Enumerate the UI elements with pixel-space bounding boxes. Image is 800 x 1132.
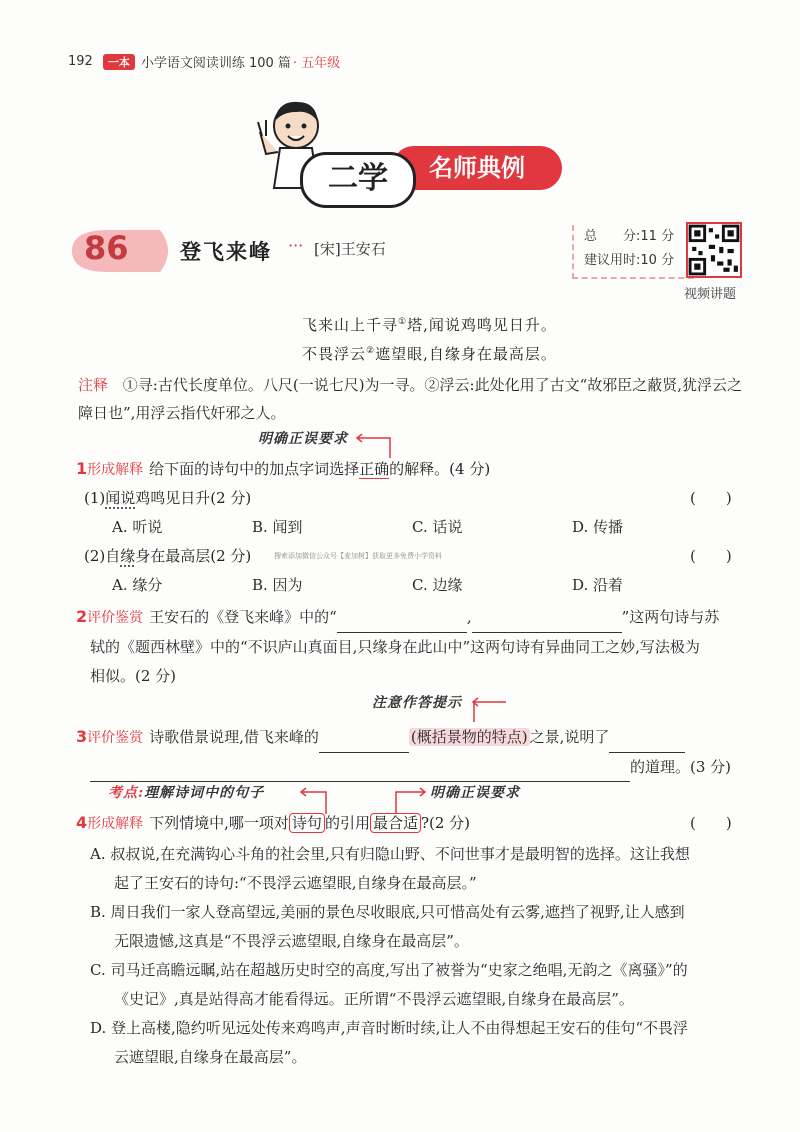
qr-code[interactable] <box>686 222 742 278</box>
option-1-1-d[interactable]: D. 传播 <box>572 518 624 536</box>
annotation <box>78 371 748 427</box>
option-1-2-b[interactable]: B. 因为 <box>252 576 303 594</box>
total-score-label: 总 分: <box>584 229 641 244</box>
hint-arrow-3 <box>470 696 510 724</box>
option-1-2-d[interactable]: D. 沿着 <box>572 576 624 594</box>
option-1-1-b[interactable]: B. 闻到 <box>252 518 303 536</box>
answer-paren-4[interactable]: ( ) <box>690 814 732 832</box>
time-value: 10 分 <box>640 253 675 268</box>
grade-label: · 五年级 <box>292 56 341 71</box>
question-1-stem: 1形成解释 给下面的诗句中的加点字词选择正确的解释。(4 分) <box>76 459 491 478</box>
question-1-sub-1: (1)闻说鸡鸣见日升(2 分) <box>84 489 252 507</box>
hint-arrow-1 <box>354 432 394 460</box>
time-label: 建议用时: <box>584 253 641 268</box>
book-title: 小学语文阅读训练 100 篇 <box>140 56 291 71</box>
handwritten-hint-1: 明确正误要求 <box>258 431 348 447</box>
option-1-2-a[interactable]: A. 缘分 <box>112 576 163 594</box>
section-banner-right: 名师典例 <box>392 146 562 190</box>
score-box <box>572 225 694 279</box>
handwritten-hint-4b: 明确正误要求 <box>430 785 520 801</box>
annotation-label: 注释 <box>78 376 109 394</box>
answer-paren-1-2[interactable]: ( ) <box>690 547 732 565</box>
option-4-d[interactable]: D. 登上高楼,隐约听见远处传来鸡鸣声,声音时断时续,让人不由得想起王安石的佳句“不畏浮 云遮望眼,自缘身在最高层”。 <box>90 1019 689 1066</box>
lesson-author: [宋]王安石 <box>314 240 386 258</box>
question-4-stem: 4形成解释 下列情境中,哪一项对 诗句 的引用 最合适 ?(2 分) <box>76 813 471 832</box>
lesson-number: 86 <box>84 229 129 267</box>
total-score-value: 11 分 <box>640 229 675 244</box>
option-1-1-a[interactable]: A. 听说 <box>112 518 163 536</box>
handwritten-hint-4a: 考点:理解诗词中的句子 <box>108 785 265 801</box>
question-2: 2评价鉴赏 王安石的《登飞来峰》中的“ , ”这两句诗与苏 轼的《题西林壁》中的“不识庐山真面目,只缘身在此山中”这两句诗有异曲同工之妙,写法极为 相似。(2 分) <box>76 607 720 685</box>
question-1-sub-2: (2)自缘身在最高层(2 分) <box>84 547 252 565</box>
poem-line-2: 不畏浮云②遮望眼,自缘身在最高层。 <box>302 345 557 363</box>
qr-label: 视频讲题 <box>684 287 737 302</box>
poem-line-1: 飞来山上千寻①塔,闻说鸡鸣见日升。 <box>302 316 557 334</box>
option-1-2-c[interactable]: C. 边缘 <box>412 576 463 594</box>
page-number: 192 <box>68 54 93 69</box>
title-dots: ··· <box>288 236 304 255</box>
lesson-title: 登飞来峰 <box>180 240 272 264</box>
option-4-a[interactable]: A. 叔叔说,在充满钩心斗角的社会里,只有归隐山野、不问世事才是最明智的选择。这让我想 起了王安石的诗句:“不畏浮云遮望眼,自缘身在最高层。” <box>90 845 690 892</box>
answer-paren-1-1[interactable]: ( ) <box>690 489 732 507</box>
question-3: 3评价鉴赏 诗歌借景说理,借飞来峰的 (概括景物的特点) 之景,说明了 的道理。(3 分) <box>76 722 746 782</box>
annotation-text: ①寻:古代长度单位。八尺(一说七尺)为一寻。②浮云:此处化用了古文“故邪臣之蔽贤,犹浮云之障日也”,用浮云指代奸邪之人。 <box>78 376 743 422</box>
option-4-c[interactable]: C. 司马迁高瞻远瞩,站在超越历史时空的高度,写出了被誉为“史家之绝唱,无韵之《离骚》”的 《史记》,真是站得高才能看得远。正所谓“不畏浮云遮望眼,自缘身在最高层”。 <box>90 961 688 1008</box>
brand-logo: 一本 <box>103 54 135 70</box>
watermark-text: 搜索添加微信公众号【麦加树】获取更多免费小学资料 <box>274 552 442 560</box>
page-header <box>68 52 340 71</box>
section-banner-left: 二学 <box>300 152 416 208</box>
option-1-1-c[interactable]: C. 话说 <box>412 518 463 536</box>
option-4-b[interactable]: B. 周日我们一家人登高望远,美丽的景色尽收眼底,只可惜高处有云雾,遮挡了视野,让人感到 无限遗憾,这真是“不畏浮云遮望眼,自缘身在最高层”。 <box>90 903 685 950</box>
handwritten-hint-3: 注意作答提示 <box>372 695 462 711</box>
